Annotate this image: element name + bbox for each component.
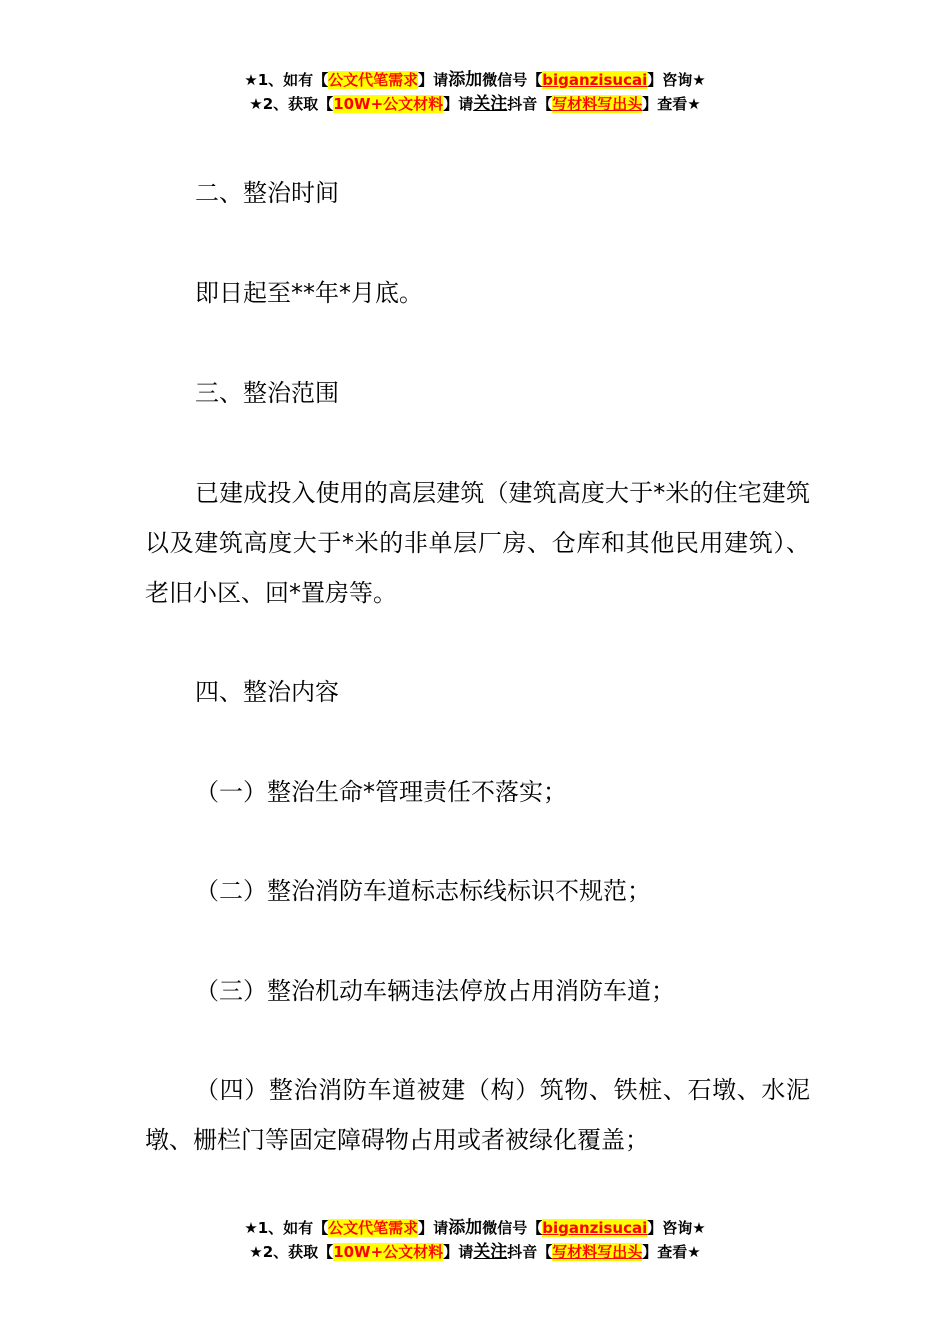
- banner-line1-suffix: 】咨询★: [647, 71, 706, 89]
- section-heading-time: 二、整治时间: [195, 179, 339, 207]
- content-item-4: （四）整治消防车道被建（构）筑物、铁桩、石墩、水泥墩、栅栏门等固定障碍物占用或者被绿化覆盖；: [145, 1076, 810, 1154]
- footer-line2-mid: 】请: [443, 1243, 474, 1261]
- section-heading-scope: 三、整治范围: [195, 379, 339, 407]
- banner-line1-wechat-id: biganzisucai: [542, 71, 648, 89]
- header-banner: [0, 68, 950, 116]
- footer-line2-prefix: ★2、获取【: [249, 1243, 334, 1261]
- footer-line1-mid: 】请: [418, 1219, 449, 1237]
- banner-line2-highlight-material: 10W+公文材料: [333, 95, 444, 113]
- banner-line-2: [0, 92, 950, 116]
- banner-line2-prefix: ★2、获取【: [249, 95, 334, 113]
- banner-line1-mid2: 微信号【: [482, 71, 543, 89]
- footer-line1-highlight-service: 公文代笔需求: [328, 1219, 419, 1237]
- banner-line2-mid: 】请: [443, 95, 474, 113]
- banner-line1-prefix: ★1、如有【: [244, 71, 329, 89]
- banner-line2-mid2: 抖音【: [507, 95, 553, 113]
- footer-line2-suffix: 】查看★: [642, 1243, 701, 1261]
- time-paragraph: 即日起至**年*月底。: [195, 279, 423, 307]
- content-item-3: （三）整治机动车辆违法停放占用消防车道；: [195, 977, 675, 1005]
- banner-line1-mid: 】请: [418, 71, 449, 89]
- banner-line2-emphasis: 关注: [473, 94, 508, 114]
- section-heading-content: 四、整治内容: [195, 678, 339, 706]
- banner-line2-suffix: 】查看★: [642, 95, 701, 113]
- banner-line1-emphasis: 添加: [448, 70, 483, 90]
- footer-line1-suffix: 】咨询★: [647, 1219, 706, 1237]
- footer-banner-line-2: [0, 1240, 950, 1264]
- banner-line1-highlight-service: 公文代笔需求: [328, 71, 419, 89]
- footer-banner-line-1: [0, 1216, 950, 1240]
- footer-line1-emphasis: 添加: [448, 1218, 483, 1238]
- banner-line-1: [0, 68, 950, 92]
- footer-line2-emphasis: 关注: [473, 1242, 508, 1262]
- footer-line2-douyin-id: 写材料写出头: [552, 1243, 643, 1261]
- footer-banner: [0, 1216, 950, 1264]
- content-item-2: （二）整治消防车道标志标线标识不规范；: [195, 877, 651, 905]
- banner-line2-douyin-id: 写材料写出头: [552, 95, 643, 113]
- scope-paragraph: 已建成投入使用的高层建筑（建筑高度大于*米的住宅建筑以及建筑高度大于*米的非单层厂房、仓库和其他民用建筑）、老旧小区、回*置房等。: [145, 479, 810, 607]
- footer-line1-mid2: 微信号【: [482, 1219, 543, 1237]
- footer-line1-prefix: ★1、如有【: [244, 1219, 329, 1237]
- footer-line2-mid2: 抖音【: [507, 1243, 553, 1261]
- content-item-1: （一）整治生命*管理责任不落实；: [195, 778, 567, 806]
- footer-line2-highlight-material: 10W+公文材料: [333, 1243, 444, 1261]
- footer-line1-wechat-id: biganzisucai: [542, 1219, 648, 1237]
